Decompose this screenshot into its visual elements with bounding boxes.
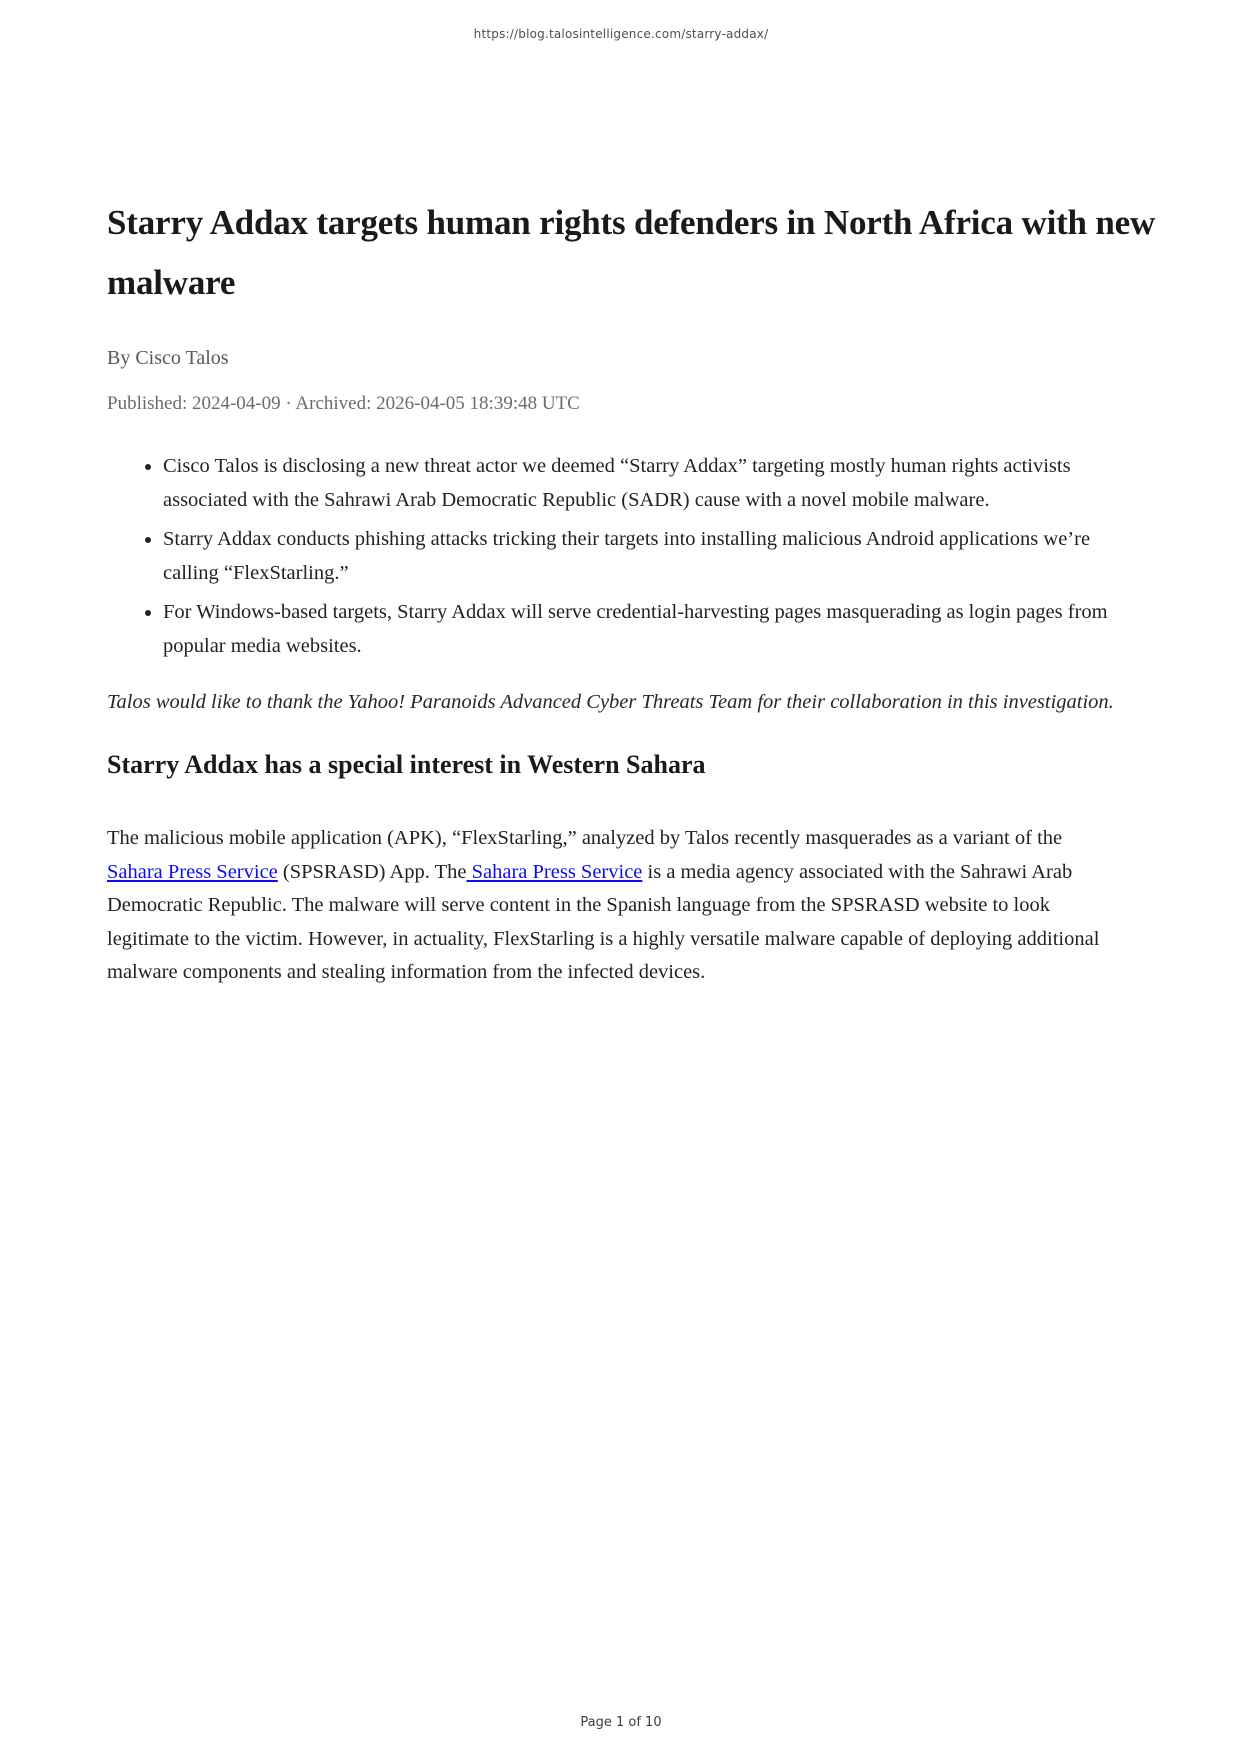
section-heading: Starry Addax has a special interest in Western Sahara <box>107 750 706 779</box>
paragraph-text: (SPSRASD) App. The <box>277 860 467 883</box>
paragraph-text: The malicious mobile application (APK), “FlexStarling,” analyzed by Talos recently masquerades as a variant of the <box>107 827 1063 849</box>
acknowledgement-note: Talos would like to thank the Yahoo! Paranoids Advanced Cyber Threats Team for their collaboration in this investigation. <box>107 691 1114 713</box>
source-url: https://blog.talosintelligence.com/starry-addax/ <box>473 27 769 41</box>
article-title: Starry Addax targets human rights defenders in North Africa with new malware <box>107 203 1156 302</box>
sahara-press-service-link[interactable]: Sahara Press Service <box>107 860 278 883</box>
body-paragraph <box>107 822 1115 990</box>
article <box>107 193 1156 990</box>
sahara-press-service-link[interactable]: Sahara Press Service <box>466 860 643 883</box>
paragraph-text: is a media agency associated with the Sahrawi Arab Democratic Republic. The malware will serve content in the Spanish language from the SPSRASD website to look legitimate to the victim. However, in actuality, FlexStarling is a highly versatile malware capable of deploying additional malware components and stealing information from the infected devices. <box>107 860 1100 983</box>
list-item: • For Windows-based targets, Starry Addax will serve credential-harvesting pages masquerading as login pages from popular media websites. <box>163 596 1115 663</box>
publish-archive-meta: Published: 2024-04-09 · Archived: 2026-04-05 18:39:48 UTC <box>107 393 580 414</box>
byline: By Cisco Talos <box>107 347 229 369</box>
page-number: Page 1 of 10 <box>580 1715 662 1730</box>
list-item: • Cisco Talos is disclosing a new threat actor we deemed “Starry Addax” targeting mostly human rights activists associated with the Sahrawi Arab Democratic Republic (SADR) cause with a novel mobile malware. <box>163 450 1115 517</box>
list-item: • Starry Addax conducts phishing attacks tricking their targets into installing malicious Android applications we’re calling “FlexStarling.” <box>163 523 1115 590</box>
summary-bullet-list <box>107 450 1115 663</box>
